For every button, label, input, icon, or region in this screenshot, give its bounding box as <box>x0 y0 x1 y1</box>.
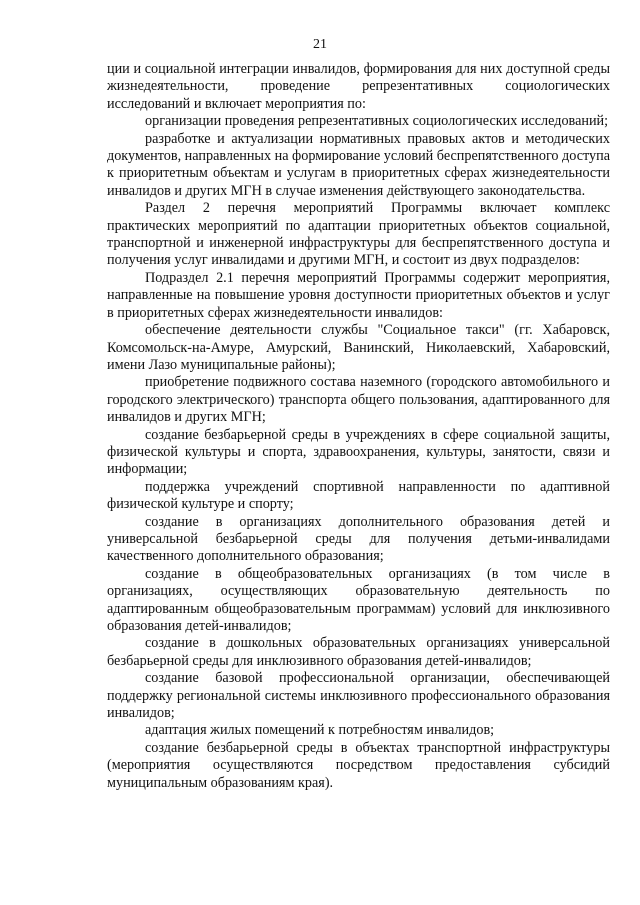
body-text <box>107 61 610 792</box>
paragraph: создание в дошкольных образовательных организациях универсальной безбарьерной среды для инклюзивного образования детей-инвалидов; <box>107 635 610 669</box>
paragraph: создание безбарьерной среды в учреждениях в сфере социальной защиты, физической культуры и спорта, здравоохранения, культуры, занятости, связи и информации; <box>107 426 610 478</box>
paragraph: разработке и актуализации нормативных правовых актов и методических документов, направленных на формирование условий беспрепятственного доступа к приоритетным объектам и услугам в приоритетных сферах жизнедеятельности инвалидов и других МГН в случае изменения действующего законодательства. <box>107 130 611 199</box>
page-number: 21 <box>313 37 327 52</box>
paragraph: создание безбарьерной среды в объектах транспортной инфраструктуры (мероприятия осуществляются посредством предоставления субсидий муниципальным образованиям края). <box>107 739 610 791</box>
paragraph: ции и социальной интеграции инвалидов, формирования для них доступной среды жизнедеятельности, проведение репрезентативных социологических исследований и включает мероприятия по: <box>107 61 610 112</box>
paragraph: поддержка учреждений спортивной направленности по адаптивной физической культуре и спорту; <box>107 478 610 513</box>
paragraph: создание базовой профессиональной организации, обеспечивающей поддержку региональной системы инклюзивного профессионального образования инвалидов; <box>107 670 610 722</box>
paragraph: Подраздел 2.1 перечня мероприятий Программы содержит мероприятия, направленные на повышение уровня доступности приоритетных объектов и услуг в приоритетных сферах жизнедеятельности инвалидов: <box>107 269 610 321</box>
paragraph: обеспечение деятельности службы "Социальное такси" (гг. Хабаровск, Комсомольск-на-Амуре, Амурский, Ванинский, Николаевский, Хабаровский, имени Лазо муниципальные районы); <box>107 322 610 373</box>
paragraph: адаптация жилых помещений к потребностям инвалидов; <box>145 722 495 739</box>
paragraph: создание в общеобразовательных организациях (в том числе в организациях, осуществляющих образовательную деятельность по адаптированным общеобразовательным программам) условий для инклюзивного образования детей-инвалидов; <box>107 565 610 634</box>
paragraph: создание в организациях дополнительного образования детей и универсальной безбарьерной среды для получения детьми-инвалидами качественного дополнительного образования; <box>107 513 610 565</box>
paragraph: приобретение подвижного состава наземного (городского автомобильного и городского электрического) транспорта общего пользования, адаптированного для инвалидов и других МГН; <box>107 374 610 426</box>
paragraph: Раздел 2 перечня мероприятий Программы включает комплекс практических мероприятий по адаптации приоритетных объектов социальной, транспортной и инженерной инфраструктуры для беспрепятственного доступа и получения услуг инвалидами и другими МГН, и состоит из двух подразделов: <box>107 200 610 269</box>
paragraph: организации проведения репрезентативных социологических исследований; <box>145 113 609 130</box>
